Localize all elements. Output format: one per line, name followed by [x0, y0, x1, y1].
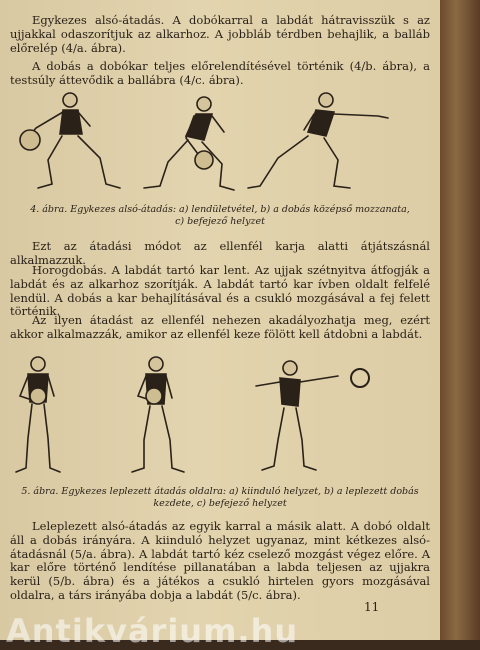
book-edge	[440, 0, 480, 640]
paragraph-usage: Ezt az átadási módot az ellenfél karja alatti átjátszásnál alkalmazzuk.	[10, 239, 430, 267]
page-number: 11	[364, 600, 380, 614]
paragraph-underhand-pass: Egykezes alsó-átadás. A dobókarral a labdát hátravisszük s az ujjakkal odaszorítjuk az alkarhoz. A jobbláb térdben behajlik, a balláb előrelép (4/a. ábra).	[10, 13, 430, 55]
paragraph-throw-motion: A dobás a dobókar teljes előrelendítésével történik (4/b. ábra), a testsúly áttevődik a ballábra (4/c. ábra).	[10, 59, 430, 87]
figure-5	[8, 352, 432, 480]
figure-5-caption-line1: 5. ábra. Egykezes leplezett átadás oldalra: a) kiinduló helyzet, b) a leplezett dobás	[21, 486, 419, 497]
figure-4-caption-line1: 4. ábra. Egykezes alsó-átadás: a) lendületvétel, b) a dobás középső mozzanata,	[30, 204, 410, 215]
figure-5-illustration	[8, 352, 432, 480]
paragraph-disguised-pass: Leleplezett alsó-átadás az egyik karral a másik alatt. A dobó oldalt áll a dobás irányára. A kiinduló helyzet ugyanaz, mint kétkezes alsó-átadásnál (5/a. ábra). A labdát tartó kéz cselező mozgást végez előre. A kar előre történő lendítése pillanatában a labda teljesen az ujjakra kerül (5/b. ábra) és a játékos a csukló hirtelen gyors mozgásával oldalra, a társ irányába dobja a labdát (5/c. ábra).	[10, 519, 430, 602]
figure-4	[8, 88, 432, 200]
paragraph-hook-usage: Az ilyen átadást az ellenfél nehezen akadályozhatja meg, ezért akkor alkalmazzák, amikor az ellenfél keze fölött kell átdobni a labdát.	[10, 313, 430, 341]
watermark: Antikvárium.hu	[6, 612, 299, 650]
figure-5-caption-line2: kezdete, c) befejező helyzet	[153, 498, 287, 509]
figure-4-caption-line2: c) befejező helyzet	[175, 216, 265, 227]
figure-4-illustration	[8, 88, 432, 200]
paragraph-hook-shot: Horogdobás. A labdát tartó kar lent. Az ujjak szétnyitva átfogják a labdát és az alkarhoz szorítják. A labdát tartó kar ívben oldalt felfelé lendül. A dobás a kar behajlításával és a csukló mozgásával a fej felett történik.	[10, 263, 430, 319]
